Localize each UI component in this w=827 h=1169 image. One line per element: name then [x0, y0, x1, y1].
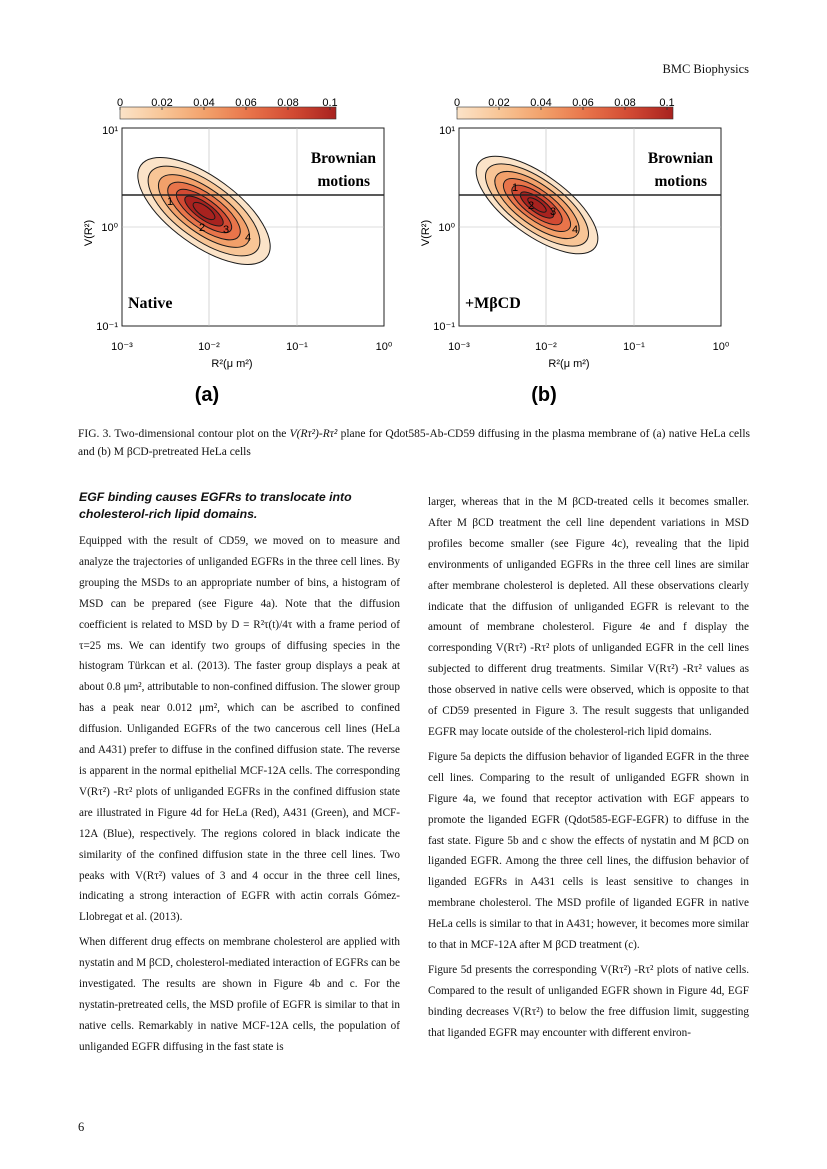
brownian-label-line1: Brownian [647, 150, 713, 167]
x-tick-label: 10⁻³ [111, 341, 133, 353]
y-tick-label: 10¹ [439, 125, 455, 137]
x-tick-label: 10⁻³ [448, 341, 470, 353]
peak-label: 3 [549, 206, 557, 218]
caption-expression: V(Rτ²)-Rτ² [289, 428, 338, 440]
brownian-label-line1: Brownian [310, 150, 376, 167]
x-tick-label: 10⁰ [712, 341, 730, 353]
figure-3 [78, 96, 750, 416]
y-tick-label: 10¹ [102, 125, 118, 137]
peak-label: 1 [166, 196, 174, 208]
colorbar-tick-label: 0 [116, 97, 124, 109]
section-heading: EGF binding causes EGFRs to translocate into cholesterol-rich lipid domains. [79, 490, 352, 521]
colorbar-tick-label: 0.04 [193, 97, 215, 109]
peak-label: 2 [527, 200, 535, 212]
y-axis-label: V(R²) [420, 219, 432, 247]
caption-lead: FIG. 3. Two-dimensional contour plot on the [78, 428, 290, 440]
y-tick-label: 10⁻¹ [433, 321, 455, 333]
peak-label: 2 [198, 222, 206, 234]
x-tick-label: 10⁰ [375, 341, 393, 353]
colorbar-tick-label: 0.06 [235, 97, 257, 109]
left-paragraph-2: When different drug effects on membrane cholesterol are applied with nystatin and M βCD, cholesterol-mediated interaction of EGFRs can be investigated. The results are shown in Figure 4b and c. For the nystatin-pretreated cells, the MSD profile of EGFR is similar to that in native cells. Remarkably in native MCF-12A cells, the population of unliganded EGFR diffusing in the fast state is [79, 936, 400, 1053]
y-tick-label: 10⁰ [101, 222, 118, 234]
condition-label: +MβCD [465, 295, 521, 312]
x-tick-label: 10⁻² [198, 341, 220, 353]
x-axis-label: R²(μ m²) [548, 358, 590, 370]
peak-label: 1 [511, 182, 519, 194]
brownian-label-line2: motions [317, 173, 370, 190]
panel-a [78, 96, 408, 416]
left-column [79, 489, 400, 1058]
x-axis-label: R²(μ m²) [211, 358, 253, 370]
peak-label: 3 [222, 224, 230, 236]
panel-b [415, 96, 745, 416]
page-number: 6 [78, 1120, 85, 1134]
caption-rest: plane for Qdot585-Ab-CD59 diffusing in the plasma membrane of (a) native HeLa cells and (b) M βCD-pretreated HeLa cells [78, 428, 751, 458]
x-tick-label: 10⁻¹ [623, 341, 645, 353]
peak-label: 4 [571, 224, 579, 236]
x-tick-label: 10⁻² [535, 341, 557, 353]
figure-caption [78, 425, 750, 461]
colorbar-tick-label: 0.1 [322, 97, 338, 109]
x-tick-label: 10⁻¹ [286, 341, 308, 353]
colorbar-tick-label: 0 [453, 97, 461, 109]
condition-label: Native [128, 295, 173, 312]
brownian-label-line2: motions [654, 173, 707, 190]
colorbar-tick-label: 0.1 [659, 97, 675, 109]
colorbar-tick-label: 0.02 [488, 97, 510, 109]
panel-letter: (b) [531, 384, 557, 406]
colorbar-tick-label: 0.02 [151, 97, 173, 109]
journal-header: BMC Biophysics [662, 62, 749, 76]
contour-plot-native [78, 96, 408, 416]
peak-label: 4 [244, 232, 252, 244]
y-axis-label: V(R²) [83, 219, 95, 247]
y-tick-label: 10⁰ [438, 222, 455, 234]
right-paragraph-2: Figure 5a depicts the diffusion behavior of liganded EGFR in the three cell lines. Comparing to the result of unliganded EGFR shown in Figure 4a, we found that receptor activation with EGF appears to promote the liganded EGFR (Qdot585-EGF-EGFR) to diffuse in the fast state. Figure 5b and c show the effects of nystatin and M βCD on liganded EGFR. Among the three cell lines, the diffusion behavior of liganded EGFRs in A431 cells is least sensitive to changes in membrane cholesterol. The MSD profile of liganded EGFR in native HeLa cells is similar to that in A431; however, it becomes more similar to that in MCF-12A after M βCD treatment (c). [428, 750, 749, 952]
y-tick-label: 10⁻¹ [96, 321, 118, 333]
colorbar-tick-label: 0.04 [530, 97, 552, 109]
colorbar-tick-label: 0.06 [572, 97, 594, 109]
left-paragraph-1: Equipped with the result of CD59, we moved on to measure and analyze the trajectories of unliganded EGFRs in the three cell lines. By grouping the MSDs to an appropriate number of bins, a histogram of MSD can be prepared (see Figure 4a). Note that the diffusion coefficient is related to MSD by D = R²τ(t)/4τ with a frame period of τ=25 ms. We can identify two groups of diffusing species in the histogram Türkcan et al. (2013). The faster group displays a peak at about 0.8 μm², attributable to non-confined diffusion. The slower group has a peak near 0.012 μm², which can be ascribed to confined diffusion. Unliganded EGFRs of the two cancerous cell lines (HeLa and A431) prefer to diffuse in the confined diffusion state. The reverse is apparent in the normal epithelial MCF-12A cells. The corresponding V(Rτ²) -Rτ² plots of unliganded EGFRs in the confined diffusion state are illustrated in Figure 4d for HeLa (Red), A431 (Green), and MCF-12A (Blue), respectively. The regions colored in black indicate the similarity of the confined diffusion state in the three cell lines. Two peaks with V(Rτ²) values of 3 and 4 occur in the three cell lines, indicating a strong interaction of EGFR with actin corrals Gómez-Llobregat et al. (2013). [79, 535, 400, 924]
colorbar-tick-label: 0.08 [614, 97, 636, 109]
right-paragraph-1: larger, whereas that in the M βCD-treated cells it becomes smaller. After M βCD treatment the cell line dependent variations in MSD profiles become smaller (see Figure 4c), revealing that the lipid environments of unliganded EGFRs in the three cell lines are similar after membrane cholesterol is depleted. All these observations clearly indicate that the diffusion of unliganded EGFR is relevant to the amount of membrane cholesterol. Figure 4e and f display the corresponding V(Rτ²) -Rτ² plots of unliganded EGFR in the cell lines subjected to different drug treatments. Similar V(Rτ²) -Rτ² values as those observed in native cells were observed, which is opposite to that of CD59 presented in Figure 3. The result suggests that unliganded EGFR may locate outside of the cholesterol-rich lipid domains. [428, 496, 749, 738]
panel-letter: (a) [194, 384, 220, 406]
colorbar-tick-label: 0.08 [277, 97, 299, 109]
right-paragraph-3: Figure 5d presents the corresponding V(Rτ²) -Rτ² plots of native cells. Compared to the result of unliganded EGFR shown in Figure 4d, EGF binding decreases V(Rτ²) to below the free diffusion limit, suggesting that liganded EGFR may encounter with different environ- [428, 963, 749, 1039]
right-column [428, 492, 749, 1044]
contour-plot-mbcd [415, 96, 745, 416]
